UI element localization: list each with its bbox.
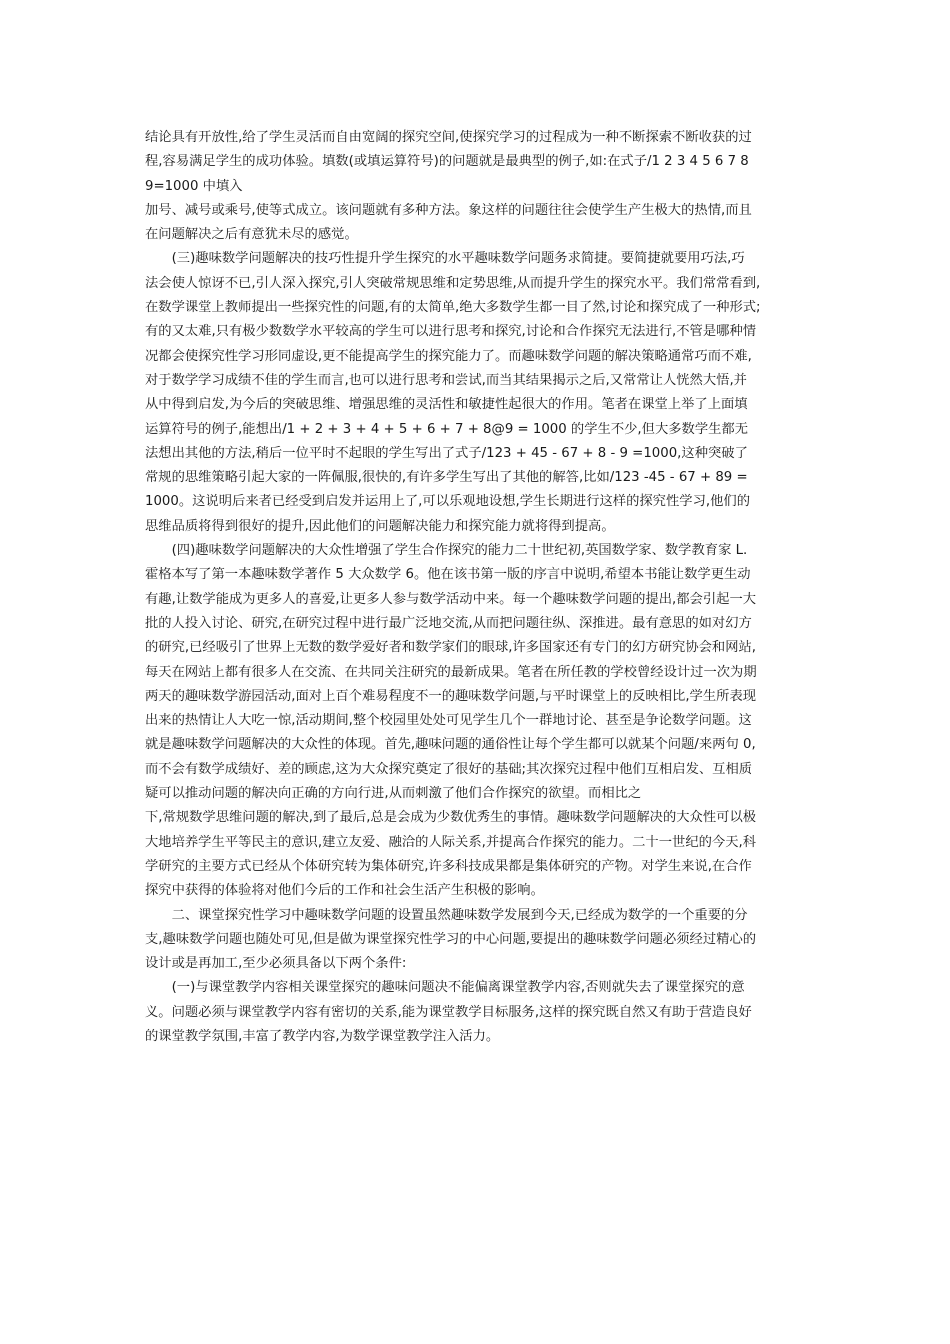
text-line: 在问题解决之后有意犹未尽的感觉。 — [145, 227, 358, 243]
text-line: 结论具有开放性,给了学生灵活而自由宽阔的探究空间,使探究学习的过程成为一种不断探索不断收获的过 — [145, 130, 752, 145]
text-line: 况都会使探究性学习形同虚设,更不能提高学生的探究能力了。而趣味数学问题的解决策略通常巧而不难, — [145, 348, 752, 364]
text-line: (一)与课堂教学内容相关课堂探究的趣味问题决不能偏离课堂教学内容,否则就失去了课堂探究的意 — [145, 980, 745, 996]
text-line: 支,趣味数学问题也随处可见,但是做为课堂探究性学习的中心问题,要提出的趣味数学问题必须经过精心的 — [145, 931, 757, 947]
text-line: 每天在网站上都有很多人在交流、在共同关注研究的最新成果。笔者在所任教的学校曾经设计过一次为期 — [145, 664, 757, 680]
text-line: 加号、减号或乘号,使等式成立。该问题就有多种方法。象这样的问题往往会使学生产生极大的热情,而且 — [145, 202, 752, 218]
text-line: 法想出其他的方法,稍后一位平时不起眼的学生写出了式子/123 + 45 - 67 + 8 - 9 =1000,这种突破了 — [145, 445, 748, 461]
text-line: 的研究,已经吸引了世界上无数的数学爱好者和数学家们的眼球,许多国家还有专门的幻方研究协会和网站, — [145, 640, 757, 656]
text-line: 9=1000 中填入 — [145, 178, 243, 194]
text-line: 学研究的主要方式已经从个体研究转为集体研究,许多科技成果都是集体研究的产物。对学生来说,在合作 — [145, 858, 752, 874]
text-line: 下,常规数学思维问题的解决,到了最后,总是会成为少数优秀生的事情。趣味数学问题解决的大众性可以极 — [145, 810, 757, 826]
text-line: 运算符号的例子,能想出/1 + 2 + 3 + 4 + 5 + 6 + 7 + 8@9 = 1000 的学生不少,但大多数学生都无 — [145, 421, 749, 437]
document-body — [145, 126, 805, 1049]
text-line: (三)趣味数学问题解决的技巧性提升学生探究的水平趣味数学问题务求简捷。要简捷就要用巧法,巧 — [145, 251, 745, 267]
text-line: 批的人投入讨论、研究,在研究过程中进行最广泛地交流,从而把问题往纵、深推进。最有意思的如对幻方 — [145, 615, 752, 631]
text-line: 大地培养学生平等民主的意识,建立友爱、融洽的人际关系,并提高合作探究的能力。二十一世纪的今天,科 — [145, 834, 757, 850]
text-line: 霍格本写了第一本趣味数学著作 5 大众数学 6。他在该书第一版的序言中说明,希望本书能让数学更生动 — [145, 567, 751, 583]
text-line: 有趣,让数学能成为更多人的喜爱,让更多人参与数学活动中来。每一个趣味数学问题的提出,都会引起一大 — [145, 591, 757, 607]
text-line: 有的又太难,只有极少数数学水平较高的学生可以进行思考和探究,讨论和合作探究无法进行,不管是哪种情 — [145, 324, 757, 340]
text-line: 而不会有数学成绩好、差的顾虑,这为大众探究奠定了很好的基础;其次探究过程中他们互相启发、互相质 — [145, 761, 753, 777]
text-line: 两天的趣味数学游园活动,面对上百个难易程度不一的趣味数学问题,与平时课堂上的反映相比,学生所表现 — [145, 688, 757, 704]
text-line: 从中得到启发,为今后的突破思维、增强思维的灵活性和敏捷性起很大的作用。笔者在课堂上举了上面填 — [145, 397, 748, 413]
text-line: 法会使人惊讶不已,引人深入探究,引人突破常规思维和定势思维,从而提升学生的探究水平。我们常常看到, — [145, 275, 761, 291]
text-line: 二、课堂探究性学习中趣味数学问题的设置虽然趣味数学发展到今天,已经成为数学的一个重要的分 — [145, 907, 748, 923]
text-line: 程,容易满足学生的成功体验。填数(或填运算符号)的问题就是最典型的例子,如:在式子/1 2 3 4 5 6 7 8 — [145, 154, 749, 170]
text-line: 在数学课堂上教师提出一些探究性的问题,有的太简单,绝大多数学生都一目了然,讨论和探究成了一种形式; — [145, 300, 761, 316]
text-line: 1000。这说明后来者已经受到启发并运用上了,可以乐观地设想,学生长期进行这样的探究性学习,他们的 — [145, 494, 750, 510]
text-line: 设计或是再加工,至少必须具备以下两个条件: — [145, 956, 407, 972]
text-line: 疑可以推动问题的解决向正确的方向行进,从而刺激了他们合作探究的欲望。而相比之 — [145, 786, 642, 802]
text-line: 出来的热情让人大吃一惊,活动期间,整个校园里处处可见学生几个一群地讨论、甚至是争论数学问题。这 — [145, 713, 752, 729]
text-line: 的课堂教学氛围,丰富了教学内容,为数学课堂教学注入活力。 — [145, 1028, 500, 1044]
text-line: 义。问题必须与课堂教学内容有密切的关系,能为课堂教学目标服务,这样的探究既自然又有助于营造良好 — [145, 1004, 752, 1020]
text-line: 对于数学学习成绩不佳的学生而言,也可以进行思考和尝试,而当其结果揭示之后,又常常让人恍然大悟,并 — [145, 372, 747, 388]
text-line: 探究中获得的体验将对他们今后的工作和社会生活产生积极的影响。 — [145, 883, 544, 899]
text-line: 思维品质将得到很好的提升,因此他们的问题解决能力和探究能力就将得到提高。 — [145, 518, 615, 534]
text-line: (四)趣味数学问题解决的大众性增强了学生合作探究的能力二十世纪初,英国数学家、数学教育家 L. — [145, 543, 748, 559]
text-line: 就是趣味数学问题解决的大众性的体现。首先,趣味问题的通俗性让每个学生都可以就某个问题/来两句 0, — [145, 737, 756, 753]
text-line: 常规的思维策略引起大家的一阵佩服,很快的,有许多学生写出了其他的解答,比如/123 -45 - 67 + 89 = — [145, 470, 748, 486]
